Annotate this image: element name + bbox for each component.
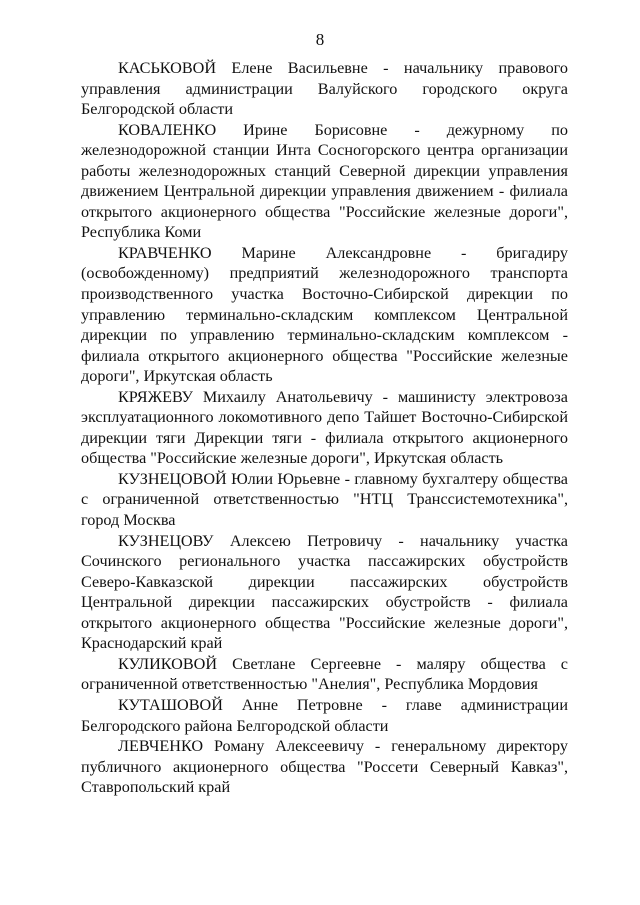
recipient-details: Ирине Борисовне - дежурному по железнодорожной станции Инта Сосногорского центра организации работы железнодорожных станций Северной дирекции управления движением Центральной дирекции управления движением - филиала открытого акционерного общества "Российские железные дороги", Республика Коми — [81, 120, 568, 242]
recipient-details: Марине Александровне - бригадиру (освобожденному) предприятий железнодорожного транспорта производственного участка Восточно-Сибирской дирекции по управлению терминально-складским комплексом Центральной дирекции по управлению терминально-складским комплексом - филиала открытого акционерного общества "Российские железные дороги", Иркутская область — [81, 243, 568, 386]
recipient-surname: КУТАШОВОЙ — [118, 695, 223, 714]
list-item — [81, 243, 568, 387]
recipient-surname: КРЯЖЕВУ — [118, 387, 193, 406]
recipient-details: Роману Алексеевичу - генеральному директору публичного акционерного общества "Россети Северный Кавказ", Ставропольский край — [81, 737, 568, 797]
list-item — [81, 120, 568, 243]
list-item — [81, 695, 568, 736]
recipient-surname: КАСЬКОВОЙ — [118, 59, 217, 77]
award-list — [81, 58, 568, 798]
recipient-details: Михаилу Анатольевичу - машинисту электровоза эксплуатационного локомотивного депо Тайшет Восточно-Сибирской дирекции тяги Дирекции тяги - филиала открытого акционерного общества "Российские железные дороги", Иркутская область — [81, 387, 568, 468]
page-number: 8 — [315, 30, 325, 49]
list-item — [81, 387, 568, 469]
list-item — [81, 654, 568, 695]
recipient-details: Алексею Петровичу - начальнику участка Сочинского регионального участка пассажирских обустройств Северо-Кавказской дирекции пассажирских обустройств Центральной дирекции пассажирских обустройств - филиала открытого акционерного общества "Российские железные дороги", Краснодарский край — [81, 531, 568, 653]
list-item — [81, 531, 568, 654]
recipient-details: Юлии Юрьевне - главному бухгалтеру общества с ограниченной ответственностью "НТЦ Транссистемотехника", город Москва — [81, 469, 568, 530]
recipient-surname: КУЛИКОВОЙ — [118, 654, 218, 673]
recipient-surname: КУЗНЕЦОВОЙ — [118, 469, 227, 488]
recipient-surname: ЛЕВЧЕНКО — [118, 737, 204, 756]
recipient-details: Анне Петровне - главе администрации Белгородского района Белгородской области — [81, 695, 568, 735]
list-item — [81, 469, 568, 531]
recipient-surname: КОВАЛЕНКО — [118, 120, 217, 139]
recipient-details: Светлане Сергеевне - маляру общества с ограниченной ответственностью "Анелия", Республика Мордовия — [81, 654, 568, 694]
list-item — [81, 58, 568, 120]
recipient-surname: КРАВЧЕНКО — [118, 243, 212, 262]
list-item — [81, 736, 568, 798]
recipient-surname: КУЗНЕЦОВУ — [118, 531, 214, 550]
recipient-details: Елене Васильевне - начальнику правового управления администрации Валуйского городского округа Белгородской области — [81, 59, 568, 119]
